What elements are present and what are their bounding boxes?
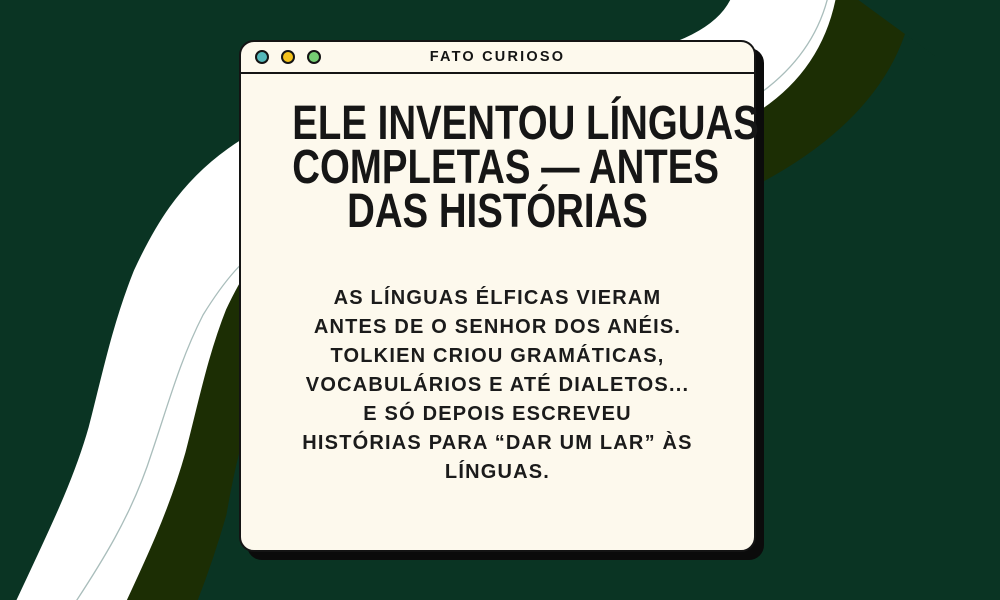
body-line: VOCABULÁRIOS E ATÉ DIALETOS...	[305, 374, 690, 396]
body-line: ANTES DE O SENHOR DOS ANÉIS.	[313, 316, 682, 338]
body-line: AS LÍNGUAS ÉLFICAS VIERAM	[333, 287, 662, 309]
body-line: HISTÓRIAS PARA “DAR UM LAR” ÀS	[302, 432, 693, 454]
fact-card-window	[239, 40, 759, 552]
body-line: LÍNGUAS.	[444, 461, 551, 483]
body-line: TOLKIEN CRIOU GRAMÁTICAS,	[330, 345, 665, 367]
headline	[292, 97, 759, 238]
body-line: E SÓ DEPOIS ESCREVEU	[363, 403, 632, 425]
card-content	[241, 97, 759, 487]
window-title: FATO CURIOSO	[429, 49, 566, 65]
headline-line: ELE INVENTOU LÍNGUAS	[292, 97, 759, 150]
headline-line: DAS HISTÓRIAS	[347, 185, 648, 238]
headline-line: COMPLETAS — ANTES	[292, 141, 719, 194]
window-titlebar	[241, 42, 754, 74]
body-text	[251, 284, 744, 487]
